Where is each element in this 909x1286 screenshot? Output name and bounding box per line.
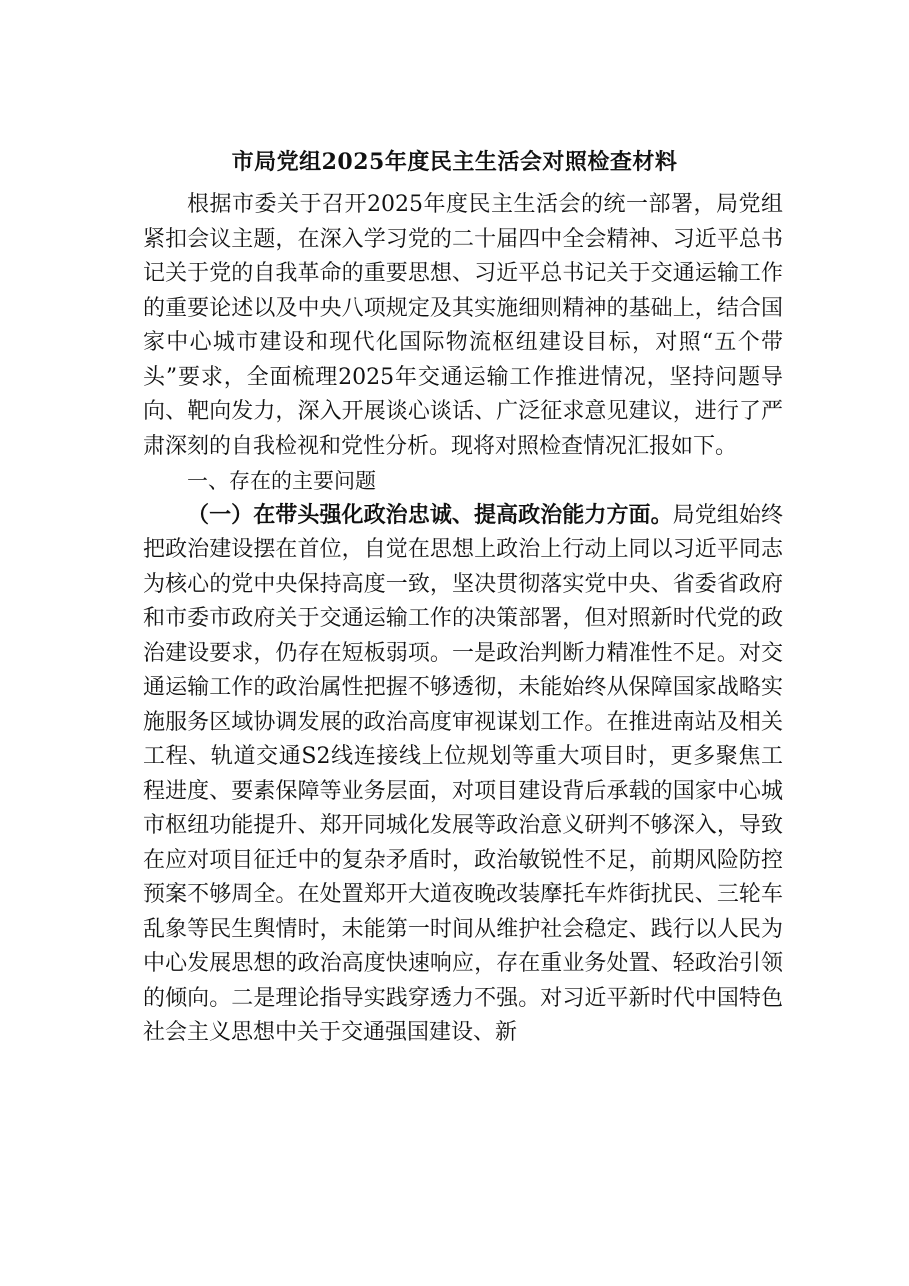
subsection-body: 局党组始终把政治建设摆在首位，自觉在思想上政治上行动上同以习近平同志为核心的党中央保持高度一致，坚决贯彻落实党中央、省委省政府和市委市政府关于交通运输工作的决策部署，但对照新时代党的政治建设要求，仍存在短板弱项。一是政治判断力精准性不足。对交通运输工作的政治属性把握不够透彻，未能始终从保障国家战略实施服务区域协调发展的政治高度审视谋划工作。在推进南站及相关工程、轨道交通S2线连接线上位规划等重大项目时，更多聚焦工程进度、要素保障等业务层面，对项目建设背后承载的国家中心城市枢纽功能提升、郑开同城化发展等政治意义研判不够深入，导致在应对项目征迁中的复杂矛盾时，政治敏锐性不足，前期风险防控预案不够周全。在处置郑开大道夜晚改装摩托车炸街扰民、三轮车乱象等民生舆情时，未能第一时间从维护社会稳定、践行以人民为中心发展思想的政治高度快速响应，存在重业务处置、轻政治引领的倾向。二是理论指导实践穿透力不强。对习近平新时代中国特色社会主义思想中关于交通强国建设、新 — [143, 502, 783, 1045]
section-heading: 一、存在的主要问题 — [187, 469, 376, 493]
document-body — [143, 188, 783, 1051]
document-title: 市局党组2025年度民主生活会对照检查材料 — [231, 149, 678, 175]
subsection-lead: （一）在带头强化政治忠诚、提高政治能力方面。 — [187, 502, 673, 528]
subsection-paragraph — [143, 499, 783, 1051]
intro-paragraph: 根据市委关于召开2025年度民主生活会的统一部署，局党组紧扣会议主题，在深入学习党的二十届四中全会精神、习近平总书记关于党的自我革命的重要思想、习近平总书记关于交通运输工作的重要论述以及中央八项规定及其实施细则精神的基础上，结合国家中心城市建设和现代化国际物流枢纽建设目标，对照“五个带头”要求，全面梳理2025年交通运输工作推进情况，坚持问题导向、靶向发力，深入开展谈心谈话、广泛征求意见建议，进行了严肃深刻的自我检视和党性分析。现将对照检查情况汇报如下。 — [143, 192, 783, 459]
